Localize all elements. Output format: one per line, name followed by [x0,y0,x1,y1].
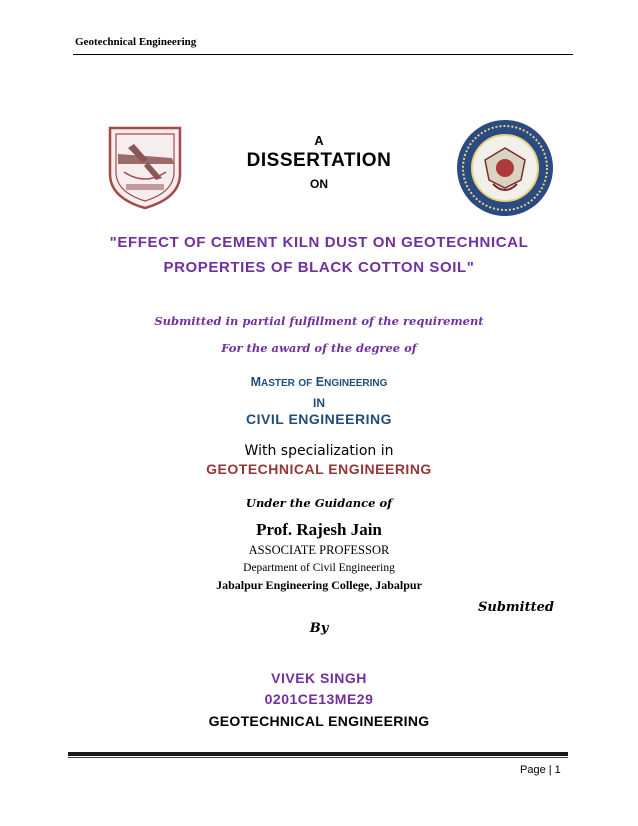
thesis-title: "EFFECT OF CEMENT KILN DUST ON GEOTECHNICAL PROPERTIES OF BLACK COTTON SOIL" [109,234,529,276]
by-label: By [309,621,329,636]
guide-designation: ASSOCIATE PROFESSOR [248,543,390,557]
specialization-label: With specialization in [244,443,394,459]
submitted-label: Submitted [478,600,554,615]
student-name: VIVEK SINGH [271,670,367,686]
header-rule [73,54,573,55]
degree-rest-ngineering: NGINEERING [324,378,388,389]
guide-institution: Jabalpur Engineering College, Jabalpur [216,578,422,592]
footer-rule-thin [68,757,568,758]
running-header: Geotechnical Engineering [75,36,197,48]
specialization-value: GEOTECHNICAL ENGINEERING [206,461,432,477]
title-a: A [314,133,324,148]
footer-rule-thick [68,752,568,756]
degree-rest-aster: ASTER [260,378,295,389]
title-on: ON [310,177,328,191]
degree-name [0,375,638,389]
page-number: Page | 1 [520,764,561,776]
degree-branch: CIVIL ENGINEERING [246,411,392,427]
student-branch: GEOTECHNICAL ENGINEERING [208,713,430,729]
degree-initial-m: M [250,375,261,389]
submission-line-1: Submitted in partial fulfillment of the requirement [154,314,484,328]
student-roll-number: 0201CE13ME29 [264,691,374,707]
submission-line-2: For the award of the degree of [221,341,417,355]
guide-name: Prof. Rajesh Jain [256,520,382,539]
guidance-heading: Under the Guidance of [245,496,393,510]
degree-in: IN [313,396,325,410]
guide-department: Department of Civil Engineering [243,562,395,574]
degree-of: OF [298,378,313,389]
title-dissertation: DISSERTATION [246,150,392,171]
degree-initial-e: E [315,375,325,389]
